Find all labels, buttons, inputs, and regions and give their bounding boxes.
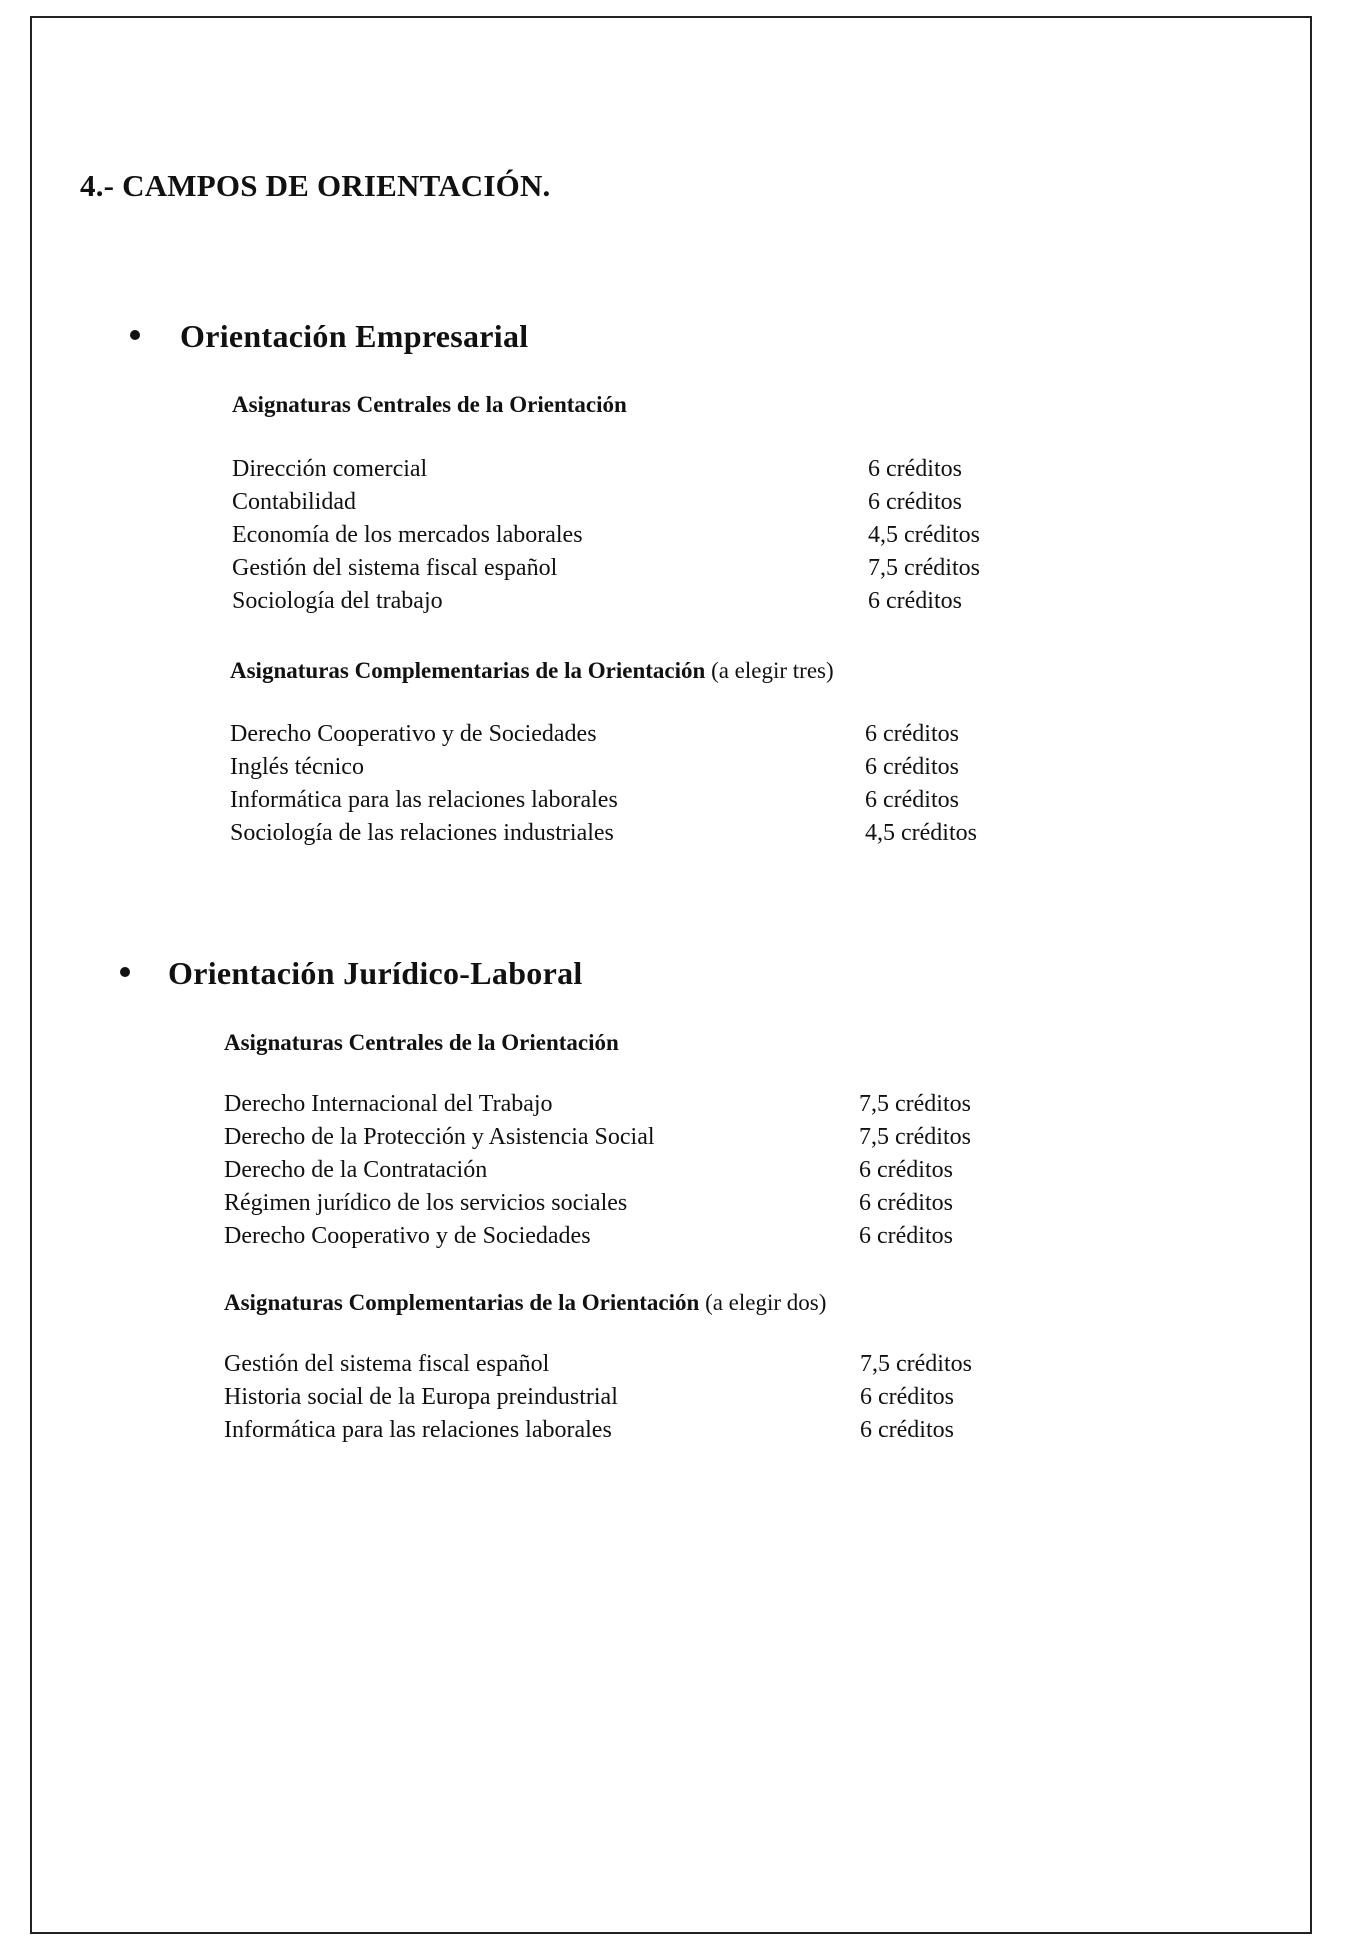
- course-row: [232, 453, 1052, 486]
- course-row: [232, 519, 1052, 552]
- course-row: [224, 1088, 1044, 1121]
- course-row: [230, 718, 1050, 751]
- course-credits: 6 créditos: [868, 588, 962, 614]
- course-row: [224, 1154, 1044, 1187]
- course-credits: 6 créditos: [859, 1223, 953, 1249]
- group-heading-text: Asignaturas Centrales de la Orientación: [224, 1030, 619, 1055]
- section-title: Orientación Jurídico-Laboral: [168, 955, 583, 991]
- group-complementarias-empresarial: [230, 656, 977, 846]
- course-name: Historia social de la Europa preindustrial: [224, 1384, 618, 1410]
- course-name: Contabilidad: [232, 489, 356, 515]
- course-credits: 7,5 créditos: [860, 1351, 972, 1377]
- course-credits: 6 créditos: [860, 1384, 954, 1410]
- course-row: [224, 1414, 1044, 1447]
- group-heading: [230, 656, 834, 686]
- course-list: [224, 1088, 1044, 1253]
- course-name: Inglés técnico: [230, 754, 364, 780]
- group-heading: [232, 390, 627, 420]
- course-row: [224, 1381, 1044, 1414]
- course-credits: 6 créditos: [865, 787, 959, 813]
- course-credits: 4,5 créditos: [868, 522, 980, 548]
- course-name: Derecho Internacional del Trabajo: [224, 1091, 553, 1117]
- course-row: [224, 1187, 1044, 1220]
- group-heading: [224, 1288, 826, 1318]
- course-name: Gestión del sistema fiscal español: [224, 1351, 550, 1377]
- section-title: Orientación Empresarial: [180, 318, 529, 354]
- group-centrales-juridico: [224, 1028, 971, 1249]
- course-row: [224, 1220, 1044, 1253]
- course-row: [232, 585, 1052, 618]
- group-heading-note: (a elegir dos): [705, 1290, 827, 1315]
- course-name: Derecho de la Protección y Asistencia Social: [224, 1124, 655, 1150]
- course-row: [224, 1121, 1044, 1154]
- course-name: Sociología de las relaciones industriales: [230, 820, 614, 846]
- course-credits: 6 créditos: [859, 1157, 953, 1183]
- bullet-icon: [130, 330, 140, 340]
- course-name: Derecho Cooperativo y de Sociedades: [224, 1223, 591, 1249]
- bullet-icon: [120, 967, 130, 977]
- course-list: [230, 718, 1050, 850]
- course-credits: 6 créditos: [860, 1417, 954, 1443]
- course-row: [230, 817, 1050, 850]
- course-name: Dirección comercial: [232, 456, 428, 482]
- course-name: Informática para las relaciones laborales: [224, 1417, 612, 1443]
- course-row: [232, 552, 1052, 585]
- course-name: Derecho Cooperativo y de Sociedades: [230, 721, 597, 747]
- course-list: [232, 453, 1052, 618]
- document-title: 4.- CAMPOS DE ORIENTACIÓN.: [80, 168, 551, 203]
- course-credits: 6 créditos: [865, 721, 959, 747]
- course-credits: 6 créditos: [868, 489, 962, 515]
- course-row: [224, 1348, 1044, 1381]
- course-credits: 6 créditos: [865, 754, 959, 780]
- group-centrales-empresarial: [232, 390, 980, 614]
- course-row: [230, 784, 1050, 817]
- course-row: [230, 751, 1050, 784]
- course-list: [224, 1348, 1044, 1447]
- group-heading-text: Asignaturas Complementarias de la Orientación: [224, 1290, 700, 1315]
- course-name: Economía de los mercados laborales: [232, 522, 583, 548]
- course-credits: 4,5 créditos: [865, 820, 977, 846]
- course-name: Sociología del trabajo: [232, 588, 443, 614]
- course-credits: 7,5 créditos: [859, 1091, 971, 1117]
- group-heading-note: (a elegir tres): [711, 658, 834, 683]
- course-name: Gestión del sistema fiscal español: [232, 555, 558, 581]
- course-credits: 6 créditos: [859, 1190, 953, 1216]
- course-name: Derecho de la Contratación: [224, 1157, 488, 1183]
- course-row: [232, 486, 1052, 519]
- course-name: Régimen jurídico de los servicios sociales: [224, 1190, 628, 1216]
- group-heading-text: Asignaturas Centrales de la Orientación: [232, 392, 627, 417]
- course-credits: 7,5 créditos: [859, 1124, 971, 1150]
- course-credits: 6 créditos: [868, 456, 962, 482]
- group-complementarias-juridico: [224, 1288, 972, 1443]
- course-credits: 7,5 créditos: [868, 555, 980, 581]
- group-heading: [224, 1028, 619, 1058]
- group-heading-text: Asignaturas Complementarias de la Orientación: [230, 658, 706, 683]
- course-name: Informática para las relaciones laborales: [230, 787, 618, 813]
